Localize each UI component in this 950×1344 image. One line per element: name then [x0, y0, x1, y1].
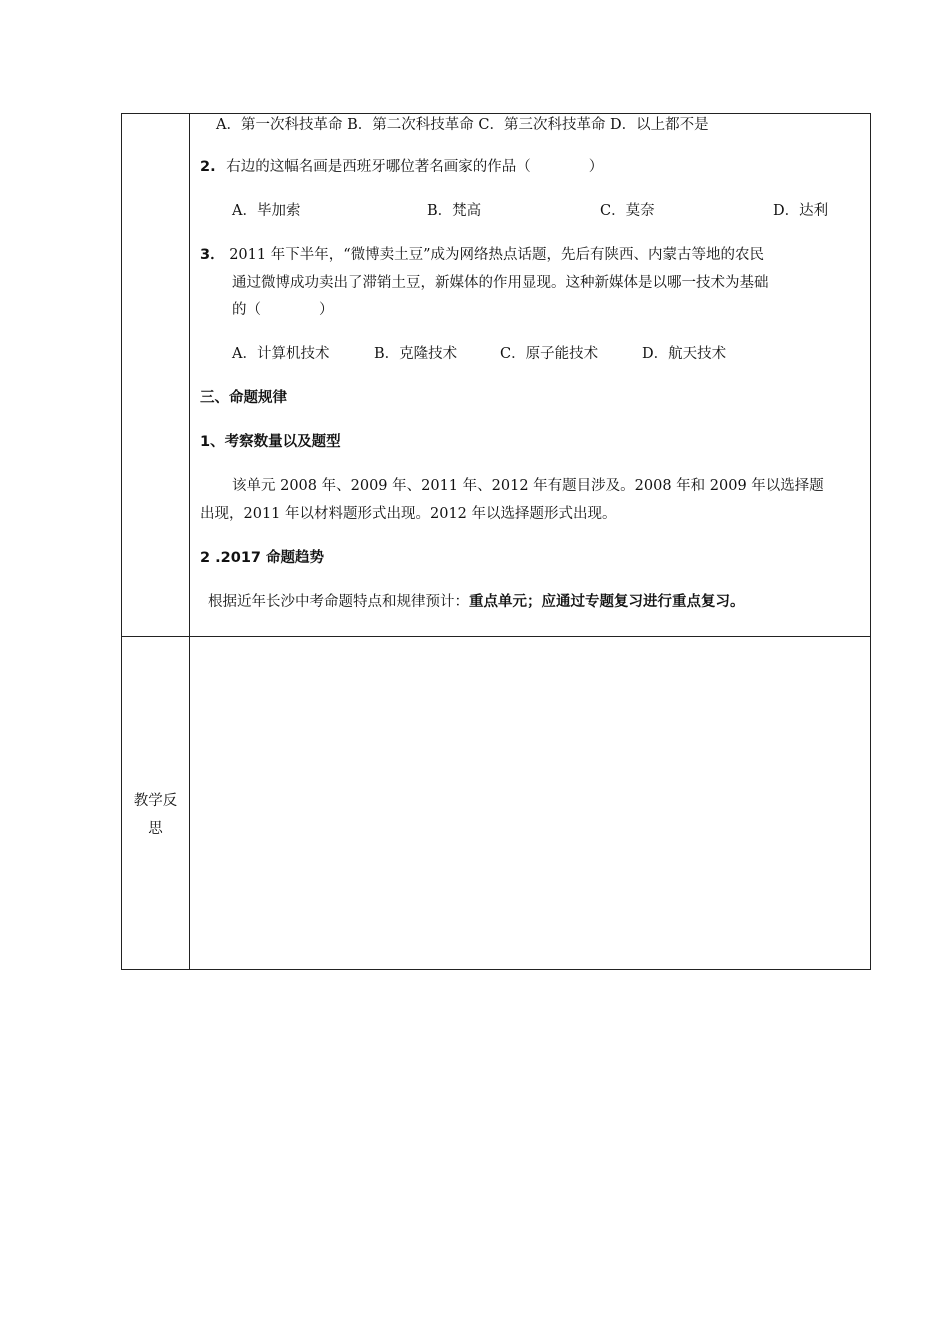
reflection-label-line1: 教学反 [133, 793, 178, 809]
forecast-prefix: 根据近年长沙中考命题特点和规律预计： [208, 594, 469, 610]
q3-line2: 通过微博成功卖出了滞销土豆，新媒体的作用显现。这种新媒体是以哪一技术为基础 [232, 275, 769, 291]
q2-option-b: B．梵高 [427, 203, 482, 219]
q3-line3: 的（ ） [232, 302, 334, 318]
q3-line1 [200, 248, 764, 263]
sub1-title: 1、考察数量以及题型 [200, 434, 341, 450]
reflection-label-cell [122, 637, 190, 970]
q3-option-b: B．克隆技术 [374, 346, 458, 362]
content-row [122, 114, 871, 637]
q3-option-a: A．计算机技术 [232, 346, 330, 362]
content-area [190, 114, 870, 636]
q3-option-d: D．航天技术 [642, 346, 727, 362]
q3-text-line1: 2011 年下半年，“微博卖土豆”成为网络热点话题，先后有陕西、内蒙古等地的农民 [229, 247, 765, 263]
reflection-label [122, 787, 189, 843]
reflection-label-line2: 思 [148, 821, 163, 837]
q3-number: 3． [200, 247, 225, 263]
reflection-content-cell[interactable] [190, 637, 871, 970]
content-cell [190, 114, 871, 637]
q2-number: 2. [200, 159, 216, 175]
sub1-body-line1: 该单元 2008 年、2009 年、2011 年、2012 年有题目涉及。2008 年和 2009 年以选择题 [232, 478, 824, 494]
left-empty-cell [122, 114, 190, 637]
q3-option-c: C．原子能技术 [500, 346, 599, 362]
q2-option-c: C．莫奈 [600, 203, 655, 219]
q2-text: 右边的这幅名画是西班牙哪位著名画家的作品（ ） [226, 159, 604, 175]
forecast-emphasis: 重点单元；应通过专题复习进行重点复习。 [469, 594, 745, 610]
forecast-line [208, 595, 745, 610]
lesson-table [121, 113, 871, 970]
q1-options: A．第一次科技革命 B．第二次科技革命 C．第三次科技革命 D．以上都不是 [216, 117, 709, 133]
q2-option-d: D．达利 [773, 203, 829, 219]
section3-title: 三、命题规律 [200, 390, 287, 406]
q2-question [200, 160, 603, 175]
sub1-body-line2: 出现，2011 年以材料题形式出现。2012 年以选择题形式出现。 [200, 506, 617, 522]
q2-option-a: A．毕加索 [232, 203, 301, 219]
sub2-title: 2 .2017 命题趋势 [200, 550, 325, 566]
reflection-row [122, 637, 871, 970]
